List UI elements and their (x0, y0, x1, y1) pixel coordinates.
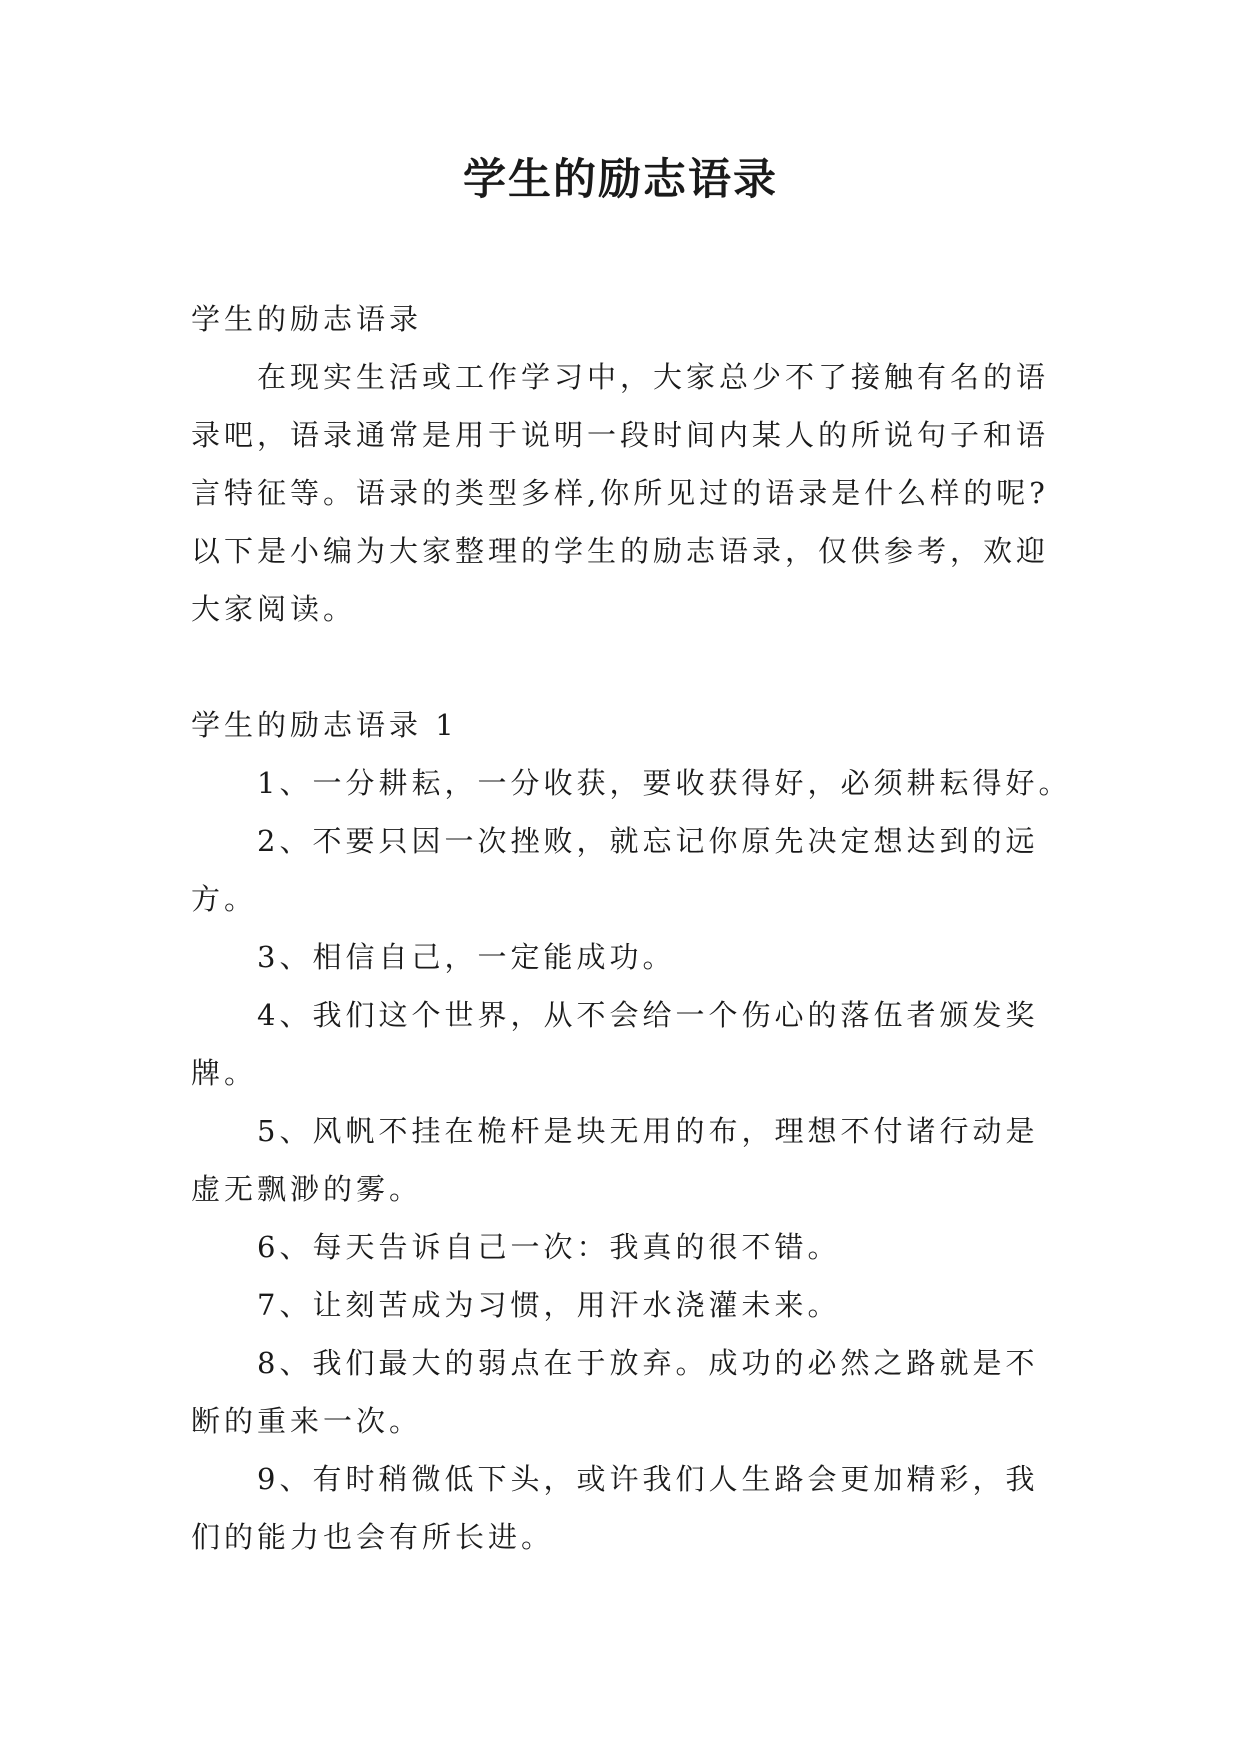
intro-line: 录吧，语录通常是用于说明一段时间内某人的所说句子和语 (191, 418, 1050, 452)
document-title: 学生的励志语录 (463, 155, 778, 205)
quote-item-continuation: 虚无飘渺的雾。 (191, 1172, 423, 1206)
intro-heading: 学生的励志语录 (191, 302, 423, 336)
document-body (191, 290, 1072, 1566)
quote-item: 9、有时稍微低下头，或许我们人生路会更加精彩，我 (257, 1462, 1039, 1496)
quote-item-continuation: 牌。 (191, 1056, 258, 1090)
quote-item: 8、我们最大的弱点在于放弃。成功的必然之路就是不 (257, 1346, 1039, 1380)
quote-item-continuation: 们的能力也会有所长进。 (191, 1520, 555, 1554)
quote-item: 6、每天告诉自己一次：我真的很不错。 (257, 1230, 841, 1264)
paragraph-gap (191, 638, 1061, 696)
quote-item: 4、我们这个世界，从不会给一个伤心的落伍者颁发奖 (257, 998, 1039, 1032)
quote-item: 2、不要只因一次挫败，就忘记你原先决定想达到的远 (257, 824, 1039, 858)
intro-line: 言特征等。语录的类型多样,你所见过的语录是什么样的呢? (191, 476, 1049, 510)
quote-item: 5、风帆不挂在桅杆是块无用的布，理想不付诸行动是 (257, 1114, 1039, 1148)
intro-line: 大家阅读。 (191, 592, 357, 626)
quote-item: 1、一分耕耘，一分收获，要收获得好，必须耕耘得好。 (257, 766, 1072, 800)
intro-line: 以下是小编为大家整理的学生的励志语录，仅供参考，欢迎 (191, 534, 1050, 568)
intro-line: 在现实生活或工作学习中，大家总少不了接触有名的语 (257, 360, 1050, 394)
quote-item-continuation: 断的重来一次。 (191, 1404, 423, 1438)
quote-item: 3、相信自己，一定能成功。 (257, 940, 676, 974)
section-heading: 学生的励志语录 1 (191, 708, 458, 742)
quote-item: 7、让刻苦成为习惯，用汗水浇灌未来。 (257, 1288, 841, 1322)
quote-item-continuation: 方。 (191, 882, 258, 916)
